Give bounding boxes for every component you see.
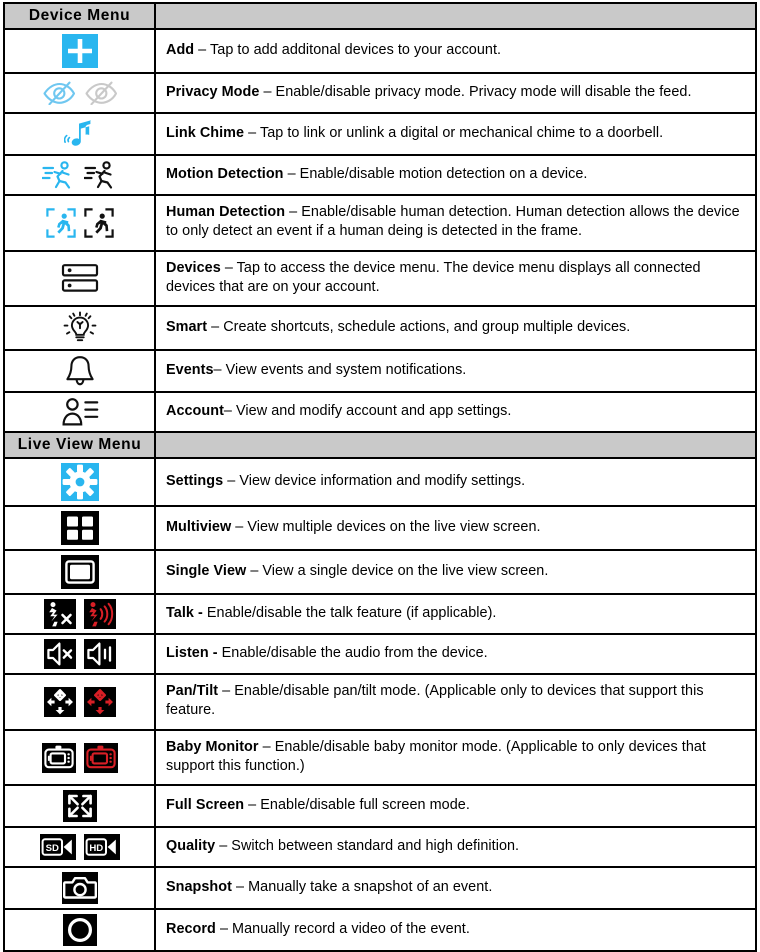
icon-group <box>7 397 152 427</box>
icon-group <box>7 355 152 387</box>
icon-group <box>7 160 152 190</box>
table-row <box>4 909 756 951</box>
description-cell <box>155 251 756 307</box>
icon-legend-table <box>3 2 757 952</box>
section-header-row <box>4 432 756 458</box>
settings-gear-tile <box>61 463 99 501</box>
feature-term: Settings <box>166 473 224 490</box>
icon-cell <box>4 113 155 155</box>
listen-off-icon[interactable] <box>44 639 76 669</box>
feature-term: Full Screen <box>166 797 245 814</box>
description-cell <box>155 634 756 674</box>
listen-on-icon[interactable] <box>84 639 116 669</box>
table-row <box>4 392 756 432</box>
icon-group <box>7 118 152 150</box>
add-plus-tile <box>62 34 98 68</box>
feature-description: View multiple devices on the live view screen. <box>247 519 541 536</box>
section-title: Live View Menu <box>4 432 155 458</box>
icon-cell <box>4 392 155 432</box>
table-row <box>4 113 756 155</box>
talk-off-tile <box>44 599 76 629</box>
feature-description: Manually record a video of the event. <box>232 921 470 938</box>
description-cell <box>155 155 756 195</box>
feature-term: Multiview <box>166 519 232 536</box>
term-separator: – <box>194 41 211 58</box>
feature-term: Add <box>166 41 195 58</box>
feature-term: Privacy Mode <box>166 83 260 100</box>
icon-group <box>7 208 152 238</box>
term-separator: – <box>283 165 300 182</box>
feature-term: Link Chime <box>166 124 245 141</box>
quality-hd-icon[interactable] <box>84 834 120 860</box>
table-row <box>4 867 756 909</box>
term-separator: – <box>220 259 237 276</box>
svg-text:SD: SD <box>45 843 59 855</box>
quality-hd-tile <box>84 834 120 860</box>
description-cell <box>155 550 756 594</box>
description-cell <box>155 73 756 113</box>
term-separator: – <box>215 921 233 938</box>
feature-description: Tap to link or unlink a digital or mechanical chime to a doorbell. <box>259 124 664 141</box>
fullscreen-tile <box>63 790 97 822</box>
talk-on-tile <box>84 599 116 629</box>
term-separator: – <box>244 124 260 141</box>
feature-term: Snapshot <box>166 879 232 896</box>
feature-term: Account <box>166 403 224 420</box>
svg-text:HD: HD <box>88 843 103 855</box>
term-separator: – <box>223 473 240 490</box>
pantilt-on-icon[interactable] <box>84 687 116 717</box>
icon-group <box>7 555 152 589</box>
table-row <box>4 827 756 867</box>
icon-cell <box>4 458 155 506</box>
feature-term: Listen - <box>166 645 218 662</box>
term-separator: – <box>231 879 249 896</box>
term-separator: – <box>223 403 237 420</box>
description-cell <box>155 785 756 827</box>
feature-description: Create shortcuts, schedule actions, and group multiple devices. <box>223 319 631 336</box>
lightbulb-smart-icon[interactable] <box>63 311 97 345</box>
table-row <box>4 155 756 195</box>
table-row <box>4 674 756 730</box>
single-view-icon[interactable] <box>61 555 99 589</box>
description-cell <box>155 506 756 550</box>
feature-description: Tap to add additonal devices to your account. <box>210 41 502 58</box>
pantilt-on-tile <box>84 687 116 717</box>
description-cell <box>155 730 756 786</box>
table-row <box>4 306 756 350</box>
talk-off-icon[interactable] <box>44 599 76 629</box>
table-row <box>4 251 756 307</box>
feature-description: Tap to access the device menu. The device menu displays all connected devices that are on your account. <box>166 259 701 295</box>
account-person-icon[interactable] <box>61 397 99 427</box>
term-separator: – <box>215 838 232 855</box>
icon-cell <box>4 730 155 786</box>
icon-cell <box>4 155 155 195</box>
term-separator: – <box>218 683 235 700</box>
table-row <box>4 634 756 674</box>
feature-description: View device information and modify settings. <box>239 473 526 490</box>
description-cell <box>155 306 756 350</box>
human-detect-black-icon[interactable] <box>84 208 114 238</box>
table-row <box>4 350 756 392</box>
feature-term: Talk - <box>166 605 203 622</box>
description-cell <box>155 113 756 155</box>
single-view-tile <box>61 555 99 589</box>
motion-run-blue-icon[interactable] <box>42 160 76 190</box>
feature-term: Human Detection <box>166 204 286 220</box>
eye-slash-gray-icon[interactable] <box>84 81 118 105</box>
settings-gear-icon[interactable] <box>61 463 99 501</box>
feature-description: Switch between standard and high definition. <box>231 838 520 855</box>
icon-cell <box>4 195 155 251</box>
icon-cell <box>4 909 155 951</box>
listen-on-tile <box>84 639 116 669</box>
icon-cell <box>4 506 155 550</box>
feature-description: View a single device on the live view screen. <box>262 563 549 580</box>
feature-description: Enable/disable the audio from the device. <box>221 645 488 662</box>
table-row <box>4 73 756 113</box>
icon-cell <box>4 674 155 730</box>
feature-term: Pan/Tilt <box>166 683 219 700</box>
icon-group <box>7 311 152 345</box>
icon-cell <box>4 785 155 827</box>
icon-group <box>7 832 152 862</box>
description-cell <box>155 674 756 730</box>
table-row <box>4 29 756 73</box>
baby-monitor-off-icon[interactable] <box>42 743 76 773</box>
feature-description: Enable/disable full screen mode. <box>260 797 470 814</box>
icon-group <box>7 511 152 545</box>
icon-group <box>7 263 152 293</box>
icon-group <box>7 34 152 68</box>
fullscreen-icon[interactable] <box>63 790 97 822</box>
table-row <box>4 506 756 550</box>
icon-group <box>7 687 152 717</box>
feature-description: View and modify account and app settings. <box>236 403 512 420</box>
feature-term: Devices <box>166 259 221 276</box>
term-separator: – <box>244 797 261 814</box>
pantilt-off-icon[interactable] <box>44 687 76 717</box>
description-cell <box>155 195 756 251</box>
table-row <box>4 594 756 634</box>
term-separator: – <box>246 563 263 580</box>
feature-description: Enable/disable human detection. Human detection allows the device to only detect an event if a human deing is detected in the frame. <box>166 204 740 240</box>
icon-cell <box>4 251 155 307</box>
talk-on-icon[interactable] <box>84 599 116 629</box>
description-cell <box>155 867 756 909</box>
icon-cell <box>4 594 155 634</box>
icon-group <box>7 78 152 108</box>
icon-group <box>7 599 152 629</box>
section-header-spacer <box>155 3 756 29</box>
feature-description: Manually take a snapshot of an event. <box>248 879 493 896</box>
table-row <box>4 550 756 594</box>
table-row <box>4 730 756 786</box>
section-header-spacer <box>155 432 756 458</box>
table-row <box>4 195 756 251</box>
table-row <box>4 458 756 506</box>
icon-cell <box>4 306 155 350</box>
snapshot-camera-icon[interactable] <box>62 872 98 904</box>
multiview-grid-tile <box>61 511 99 545</box>
devices-list-icon[interactable] <box>61 263 99 293</box>
description-cell <box>155 29 756 73</box>
icon-cell <box>4 634 155 674</box>
description-cell <box>155 458 756 506</box>
feature-term: Baby Monitor <box>166 738 259 755</box>
icon-group <box>7 790 152 822</box>
quality-sd-icon[interactable] <box>40 834 76 860</box>
feature-term: Smart <box>166 319 208 336</box>
icon-group <box>7 872 152 904</box>
term-separator: – <box>207 319 224 336</box>
icon-cell <box>4 827 155 867</box>
table-row <box>4 785 756 827</box>
feature-term: Motion Detection <box>166 165 284 182</box>
bell-events-icon[interactable] <box>65 355 95 387</box>
feature-description: View events and system notifications. <box>225 362 467 379</box>
music-note-icon[interactable] <box>64 118 96 150</box>
baby-monitor-on-tile <box>84 743 118 773</box>
eye-slash-blue-icon[interactable] <box>42 81 76 105</box>
section-header-row <box>4 3 756 29</box>
term-separator: – <box>259 83 276 100</box>
icon-group <box>7 914 152 946</box>
baby-monitor-off-tile <box>42 743 76 773</box>
term-separator: – <box>258 738 275 755</box>
baby-monitor-on-icon[interactable] <box>84 743 118 773</box>
icon-group <box>7 463 152 501</box>
term-separator: – <box>231 519 248 536</box>
description-cell <box>155 594 756 634</box>
feature-description: Enable/disable pan/tilt mode. (Applicable only to devices that support this feature. <box>166 683 704 719</box>
pantilt-off-tile <box>44 687 76 717</box>
record-circle-tile <box>63 914 97 946</box>
quality-sd-tile <box>40 834 76 860</box>
multiview-grid-icon[interactable] <box>61 511 99 545</box>
add-plus-icon[interactable] <box>62 34 98 68</box>
icon-group <box>7 639 152 669</box>
term-separator: – <box>285 204 302 220</box>
icon-cell <box>4 29 155 73</box>
human-detect-blue-icon[interactable] <box>46 208 76 238</box>
term-separator: – <box>213 362 226 379</box>
icon-group <box>7 743 152 773</box>
feature-description: Enable/disable the talk feature (if applicable). <box>206 605 497 622</box>
description-cell <box>155 909 756 951</box>
legend-table-body <box>4 3 756 951</box>
description-cell <box>155 827 756 867</box>
description-cell <box>155 392 756 432</box>
icon-cell <box>4 350 155 392</box>
record-circle-icon[interactable] <box>63 914 97 946</box>
description-cell <box>155 350 756 392</box>
feature-description: Enable/disable baby monitor mode. (Applicable to only devices that support this function.) <box>166 738 706 775</box>
feature-description: Enable/disable motion detection on a device. <box>299 165 588 182</box>
icon-cell <box>4 73 155 113</box>
feature-term: Single View <box>166 563 247 580</box>
snapshot-camera-tile <box>62 872 98 904</box>
listen-off-tile <box>44 639 76 669</box>
icon-cell <box>4 867 155 909</box>
feature-term: Quality <box>166 838 216 855</box>
feature-description: Enable/disable privacy mode. Privacy mode will disable the feed. <box>275 83 692 100</box>
feature-term: Record <box>166 921 216 938</box>
motion-run-black-icon[interactable] <box>84 160 118 190</box>
section-title: Device Menu <box>4 3 155 29</box>
icon-cell <box>4 550 155 594</box>
feature-term: Events <box>166 362 214 379</box>
